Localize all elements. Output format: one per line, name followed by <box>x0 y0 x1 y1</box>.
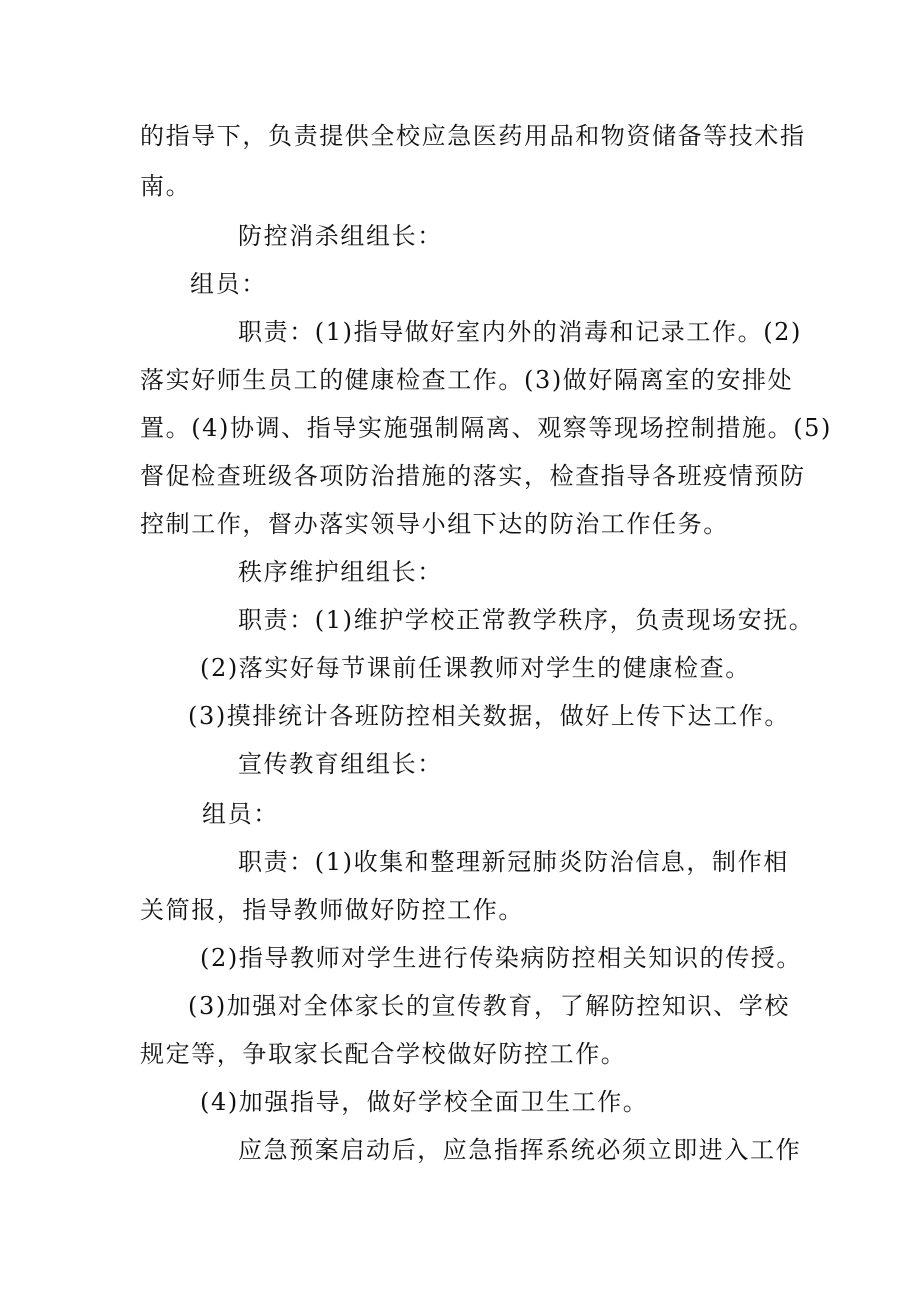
section-heading: 防控消杀组组长： <box>238 222 443 250</box>
members-label: 组员： <box>190 270 267 298</box>
text-line: 的指导下，负责提供全校应急医药用品和物资储备等技术指 <box>140 122 806 150</box>
text-line: 关简报，指导教师做好防控工作。 <box>140 896 524 924</box>
text-line: 应急预案启动后，应急指挥系统必须立即进入工作 <box>238 1136 802 1164</box>
text-line: 督促检查班级各项防治措施的落实，检查指导各班疫情预防 <box>140 462 806 490</box>
text-line: 职责：(1)指导做好室内外的消毒和记录工作。(2) <box>238 318 802 346</box>
text-line: 南。 <box>140 172 192 200</box>
text-line: (3)加强对全体家长的宣传教育，了解防控知识、学校 <box>188 992 790 1020</box>
members-label: 组员： <box>202 800 279 828</box>
text-line: (4)加强指导，做好学校全面卫生工作。 <box>200 1088 649 1116</box>
text-line: 规定等，争取家长配合学校做好防控工作。 <box>140 1040 627 1068</box>
section-heading: 秩序维护组组长： <box>238 558 443 586</box>
text-line: (2)落实好每节课前任课教师对学生的健康检查。 <box>200 654 751 682</box>
section-heading: 宣传教育组组长： <box>238 750 443 778</box>
text-line: (2)指导教师对学生进行传染病防控相关知识的传授。 <box>200 944 802 972</box>
text-line: 控制工作，督办落实领导小组下达的防治工作任务。 <box>140 510 729 538</box>
text-line: 职责：(1)收集和整理新冠肺炎防治信息，制作相 <box>238 848 789 876</box>
text-line: 落实好师生员工的健康检查工作。(3)做好隔离室的安排处 <box>140 366 794 394</box>
text-line: 置。(4)协调、指导实施强制隔离、观察等现场控制措施。(5) <box>140 414 832 442</box>
text-line: (3)摸排统计各班防控相关数据，做好上传下达工作。 <box>188 702 790 730</box>
text-line: 职责：(1)维护学校正常教学秩序，负责现场安抚。 <box>238 606 815 634</box>
